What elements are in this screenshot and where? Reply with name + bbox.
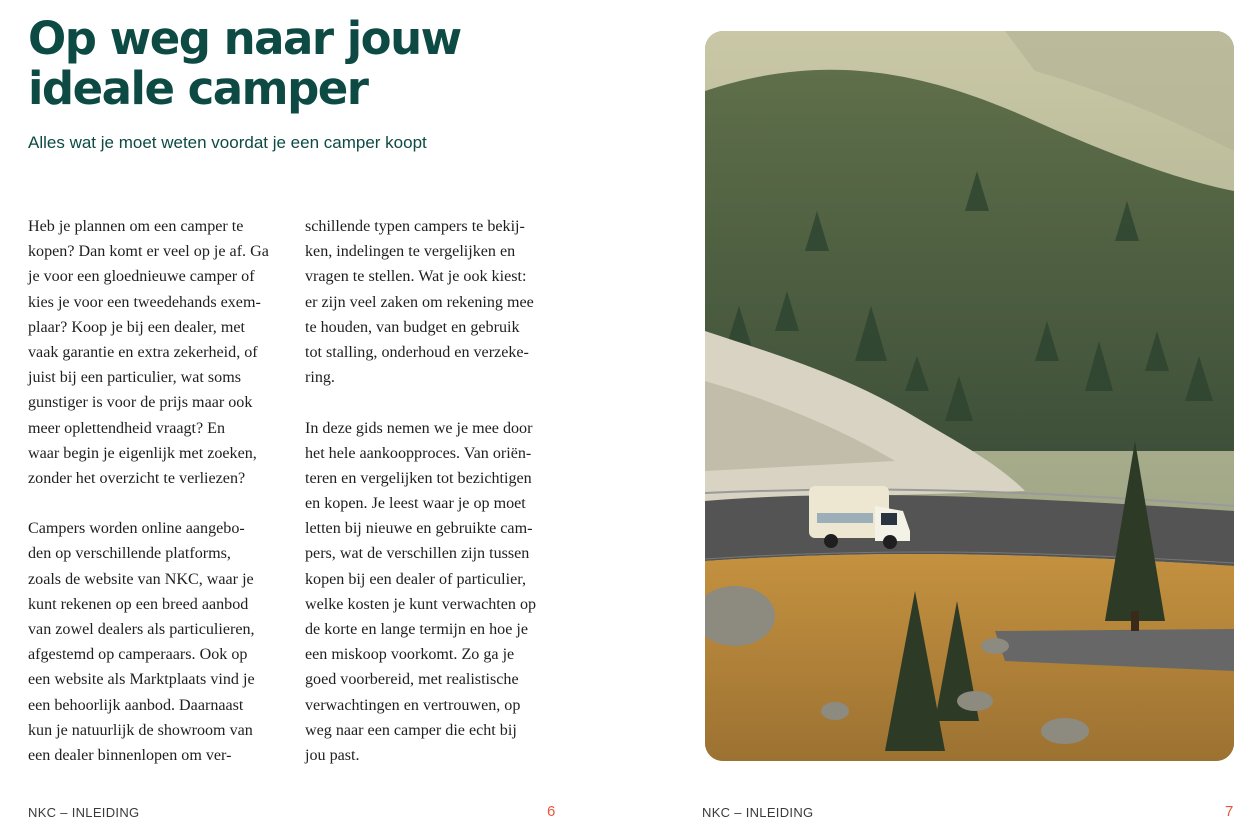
body-text-line: te houden, van budget en gebruik bbox=[305, 318, 520, 336]
body-text-line: gunstiger is voor de prijs maar ook bbox=[28, 394, 253, 412]
body-text-line: kun je natuurlijk de showroom van bbox=[28, 721, 253, 739]
body-text-line: kunt rekenen op een breed aanbod bbox=[28, 595, 249, 613]
body-text-line: den op verschillende platforms, bbox=[28, 545, 231, 563]
camper-photo-illustration bbox=[705, 31, 1234, 761]
page-subtitle: Alles wat je moet weten voordat je een camper koopt bbox=[28, 133, 427, 152]
body-text-line: goed voorbereid, met realistische bbox=[305, 671, 519, 689]
body-text-line: jou past. bbox=[305, 746, 360, 764]
body-text-line: Heb je plannen om een camper te bbox=[28, 218, 244, 235]
body-text-line: een behoorlijk aanbod. Daarnaast bbox=[28, 696, 244, 714]
page-number-left: 6 bbox=[547, 803, 556, 820]
body-text-line: pers, wat de verschillen zijn tussen bbox=[305, 545, 530, 563]
body-text-line: een miskoop voorkomt. Zo ga je bbox=[305, 646, 515, 664]
paragraph-gap bbox=[28, 491, 288, 516]
body-column-1 bbox=[28, 214, 288, 768]
title-line-2: ideale camper bbox=[28, 62, 368, 115]
body-text-line: kopen? Dan komt er veel op je af. Ga bbox=[28, 243, 269, 261]
title-line-1: Op weg naar jouw bbox=[28, 12, 461, 65]
paragraph-gap bbox=[305, 390, 567, 415]
body-text-line: welke kosten je kunt verwachten op bbox=[305, 595, 537, 613]
body-text-line: plaar? Koop je bij een dealer, met bbox=[28, 318, 245, 336]
body-text-line: afgestemd op camperaars. Ook op bbox=[28, 646, 248, 664]
body-text-line: en kopen. Je leest waar je op moet bbox=[305, 495, 526, 513]
body-text-line: het hele aankoopproces. Van oriën- bbox=[305, 444, 532, 462]
body-text-line: ring. bbox=[305, 369, 335, 387]
body-text-line: er zijn veel zaken om rekening mee bbox=[305, 293, 534, 311]
page-footer-right: NKC – INLEIDING bbox=[702, 805, 814, 820]
page-title bbox=[28, 14, 588, 114]
body-text-line: vragen te stellen. Wat je ook kiest: bbox=[305, 268, 527, 286]
body-text-line: kies je voor een tweedehands exem- bbox=[28, 293, 261, 311]
body-text-line: In deze gids nemen we je mee door bbox=[305, 419, 533, 437]
body-text-line: waar begin je eigenlijk met zoeken, bbox=[28, 444, 257, 462]
body-text-line: vaak garantie en extra zekerheid, of bbox=[28, 343, 258, 361]
page-footer-left: NKC – INLEIDING bbox=[28, 805, 140, 820]
body-column-2 bbox=[305, 214, 567, 768]
body-text-line: kopen bij een dealer of particulier, bbox=[305, 570, 526, 588]
body-text-line: meer oplettendheid vraagt? En bbox=[28, 419, 226, 437]
body-text-line: juist bij een particulier, wat soms bbox=[28, 369, 241, 387]
page-number-right: 7 bbox=[1225, 803, 1234, 820]
body-text-line: een website als Marktplaats vind je bbox=[28, 671, 255, 689]
body-text-line: zonder het overzicht te verliezen? bbox=[28, 469, 246, 487]
body-text-line: Campers worden online aangebo- bbox=[28, 520, 245, 538]
body-text-line: weg naar een camper die echt bij bbox=[305, 721, 517, 739]
right-page bbox=[623, 0, 1246, 827]
body-text-line: zoals de website van NKC, waar je bbox=[28, 570, 254, 588]
camper-photo bbox=[705, 31, 1234, 761]
body-text-line: de korte en lange termijn en hoe je bbox=[305, 621, 528, 638]
body-text-line: een dealer binnenlopen om ver- bbox=[28, 746, 232, 764]
body-text-line: verwachtingen en vertrouwen, op bbox=[305, 696, 521, 714]
body-text-line: ken, indelingen te vergelijken en bbox=[305, 243, 516, 261]
body-text-line: teren en vergelijken tot bezichtigen bbox=[305, 469, 532, 487]
body-text-line: schillende typen campers te bekij- bbox=[305, 218, 525, 235]
body-text-line: tot stalling, onderhoud en verzeke- bbox=[305, 343, 529, 361]
body-text-line: letten bij nieuwe en gebruikte cam- bbox=[305, 520, 533, 538]
body-text-line: je voor een gloednieuwe camper of bbox=[28, 268, 255, 286]
body-text-line: van zowel dealers als particulieren, bbox=[28, 621, 255, 638]
